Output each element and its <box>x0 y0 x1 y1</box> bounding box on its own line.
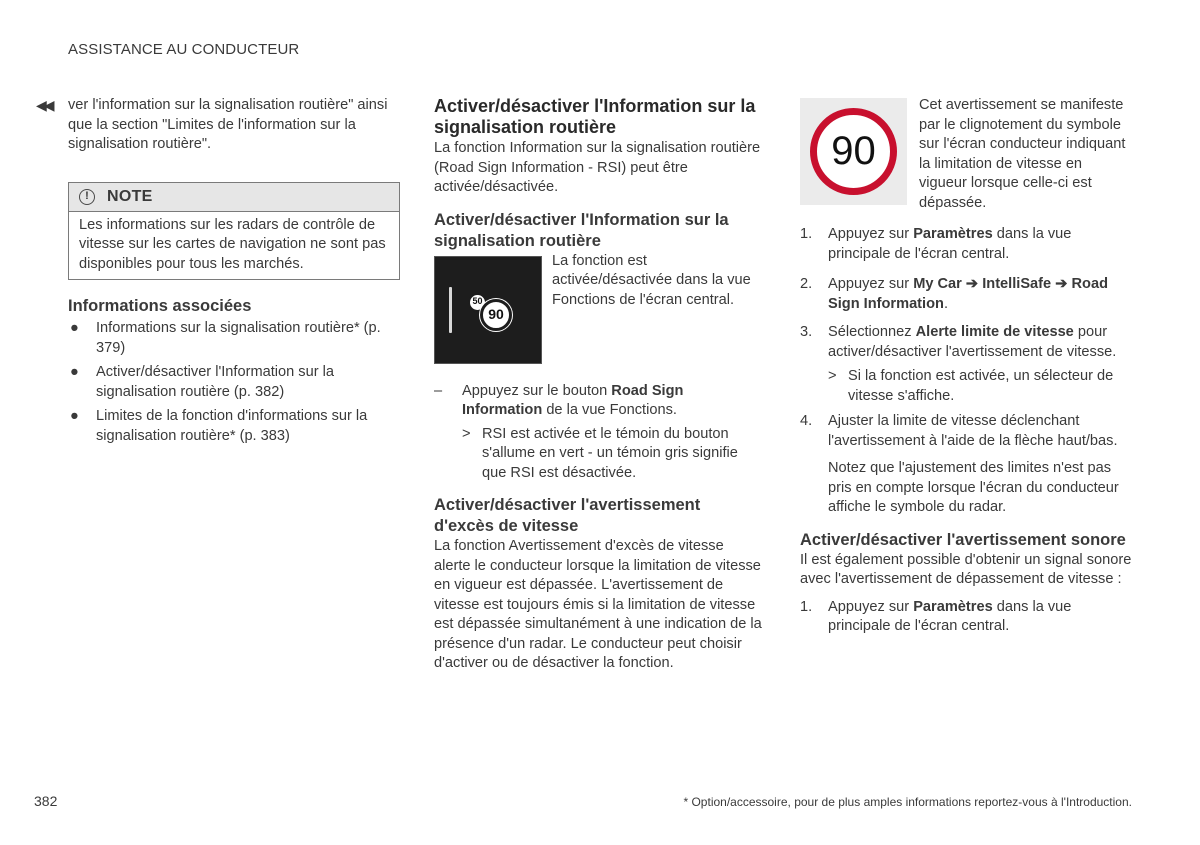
sub-heading-speed-warning: Activer/désactiver l'avertissement d'excès de vitesse <box>434 496 701 535</box>
sound-step-1: 1. Appuyez sur Paramètres dans la vue principale de l'écran central. <box>800 598 1072 634</box>
speed-sign-icon: 90 <box>480 299 512 331</box>
speed-warning-text: La fonction Avertissement d'excès de vitesse alerte le conducteur lorsque la limitation de vitesse en vigueur est dépassée. L'avertissement de vitesse est toujours émis si la limitation de vitesse est dépassée simultanément à une indication de la présence d'un radar. Le conducteur peut choisir d'activer ou de désactiver la fonction. <box>434 538 762 671</box>
column-right <box>800 96 1132 642</box>
related-list <box>68 319 400 446</box>
note-title: NOTE <box>107 187 153 205</box>
page-header: ASSISTANCE AU CONDUCTEUR <box>68 41 300 58</box>
small-speed-sign-icon: 50 <box>468 293 487 312</box>
sub-heading-rsi: Activer/désactiver l'Information sur la signalisation routière <box>434 210 729 250</box>
continuation-icon: ◀◀ <box>36 97 52 113</box>
step-4-note: Notez que l'ajustement des limites n'est pas pris en compte lorsque l'écran du conducteur affiche le symbole du radar. <box>828 460 1119 515</box>
column-left <box>68 96 400 451</box>
related-link[interactable]: ● Activer/désactiver l'Information sur la signalisation routière (p. 382) <box>70 364 334 400</box>
main-heading: Activer/désactiver l'Information sur la signalisation routière <box>434 96 756 137</box>
speed-limit-icon: 90 <box>810 108 897 195</box>
warning-icon: ! <box>79 189 95 205</box>
road-sign-info-button-ref: Road Sign Information <box>462 382 684 418</box>
footnote: * Option/accessoire, pour de plus amples informations reportez-vous à l'Introduction. <box>683 795 1132 809</box>
intro-text: ver l'information sur la signalisation routière" ainsi que la section "Limites de l'information sur la signalisation routière". <box>68 97 388 152</box>
main-text: La fonction Information sur la signalisation routière (Road Sign Information - RSI) peut être activée/désactivée. <box>434 140 761 195</box>
step-3-result: > Si la fonction est activée, un sélecteur de vitesse s'affiche. <box>828 368 1114 404</box>
page-number: 382 <box>34 793 58 809</box>
note-box <box>68 182 400 281</box>
note-header <box>69 183 399 212</box>
note-body: Les informations sur les radars de contrôle de vitesse sur les cartes de navigation ne sont pas disponibles pour tous les marchés. <box>79 216 386 272</box>
sound-warning-text: Il est également possible d'obtenir un signal sonore avec l'avertissement de dépassement de vitesse : <box>800 551 1132 587</box>
sub-heading-sound-warning: Activer/désactiver l'avertissement sonore <box>800 530 1126 549</box>
related-heading: Informations associées <box>68 297 252 315</box>
column-middle <box>434 96 764 674</box>
related-link[interactable]: ● Informations sur la signalisation routière* (p. 379) <box>70 320 381 356</box>
rsi-function-button-image <box>434 256 542 364</box>
step-2: 2. Appuyez sur My Car ➔ IntelliSafe ➔ Road Sign Information. <box>800 276 1108 312</box>
step-3: 3. Sélectionnez Alerte limite de vitesse pour activer/désactiver l'avertissement de vitesse. <box>800 324 1117 360</box>
step-4: 4. Ajuster la limite de vitesse déclenchant l'avertissement à l'aide de la flèche haut/bas. <box>800 413 1118 449</box>
status-indicator <box>449 287 452 333</box>
step-1: 1. Appuyez sur Paramètres dans la vue principale de l'écran central. <box>800 226 1072 262</box>
instruction-step: – Appuyez sur le bouton Road Sign Information de la vue Fonctions. <box>434 382 684 418</box>
step-result: > RSI est activée et le témoin du bouton s'allume en vert - un témoin gris signifie que RSI est désactivée. <box>462 425 738 481</box>
arrow-right-icon: ➔ <box>1055 276 1068 292</box>
image-caption: La fonction est activée/désactivée dans la vue Fonctions de l'écran central. <box>552 252 751 308</box>
sign-caption: Cet avertissement se manifeste par le clignotement du symbole sur l'écran conducteur indiquant la limitation de vitesse en vigueur lorsque celle-ci est dépassée. <box>919 97 1126 211</box>
arrow-right-icon: ➔ <box>965 276 979 292</box>
related-link[interactable]: ● Limites de la fonction d'informations sur la signalisation routière* (p. 383) <box>70 408 368 444</box>
speed-limit-sign-image <box>800 98 907 205</box>
